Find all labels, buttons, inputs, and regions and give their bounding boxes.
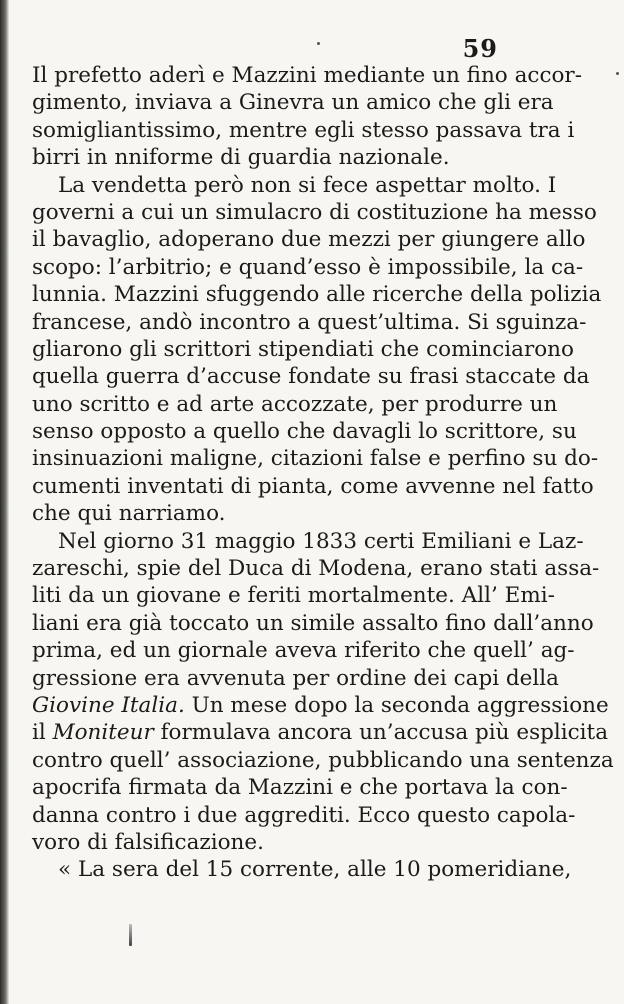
text-line: liani era già toccato un simile assalto fino dall’anno [32, 610, 594, 636]
text-line: voro di falsificazione. [32, 829, 264, 855]
text-line-italic [32, 719, 609, 746]
paper-speck [616, 72, 619, 75]
page-binding-edge [0, 0, 9, 1004]
text-line: Nel giorno 31 maggio 1833 certi Emiliani e Laz- [58, 528, 584, 554]
text-line: senso opposto a quello che davagli lo scrittore, su [32, 419, 577, 445]
page-number: 59 [462, 34, 498, 63]
text-line: « La sera del 15 corrente, alle 10 pomeridiane, [58, 857, 572, 883]
ink-mark [129, 924, 132, 946]
text-line: apocrifa firmata da Mazzini e che portava la con- [32, 775, 568, 801]
paper-speck [317, 42, 320, 45]
italic-title: Giovine Italia. [32, 692, 185, 718]
text-line: Il prefetto aderì e Mazzini mediante un fino accor- [32, 63, 582, 88]
text-line: scopo: l’arbitrio; e quand’esso è impossibile, la ca- [32, 254, 584, 280]
text-run: formulava ancora un’accusa più esplicita [153, 720, 609, 746]
text-line: gliarono gli scrittori stipendiati che cominciarono [32, 336, 574, 362]
text-line: cumenti inventati di pianta, come avvenne nel fatto [32, 473, 594, 499]
text-line: uno scritto e ad arte accozzate, per produrre un [32, 391, 558, 417]
text-line: prima, ed un giornale aveva riferito che quell’ ag- [32, 638, 575, 664]
text-line: birri in nniforme di guardia nazionale. [32, 145, 450, 171]
text-line: governi a cui un simulacro di costituzione ha messo [32, 199, 597, 225]
text-line: che qui narriamo. [32, 501, 226, 527]
text-line: il bavaglio, adoperano due mezzi per giungere allo [32, 227, 586, 253]
text-line-italic [32, 692, 609, 719]
text-run: Un mese dopo la seconda aggressione [184, 692, 609, 718]
text-line: francese, andò incontro a quest’ultima. Si sguinza- [32, 309, 587, 335]
text-line: La vendetta però non si fece aspettar molto. I [58, 172, 557, 198]
text-line: liti da un giovane e feriti mortalmente. All’ Emi- [32, 583, 555, 609]
text-line: zareschi, spie del Duca di Modena, erano stati assa- [32, 556, 600, 582]
text-line: quella guerra d’accuse fondate su frasi staccate da [32, 364, 590, 390]
body-text [32, 62, 614, 884]
text-line: gimento, inviava a Ginevra un amico che gli era [32, 90, 554, 116]
text-line: insinuazioni maligne, citazioni false e perfino su do- [32, 446, 599, 472]
text-line: lunnia. Mazzini sfuggendo alle ricerche della polizia [32, 282, 602, 308]
text-line: contro quell’ associazione, pubblicando una sentenza [32, 747, 614, 773]
text-line: gressione era avvenuta per ordine dei capi della [32, 665, 559, 691]
italic-title: Moniteur [52, 720, 154, 746]
text-run: il [32, 720, 53, 746]
text-line: somigliantissimo, mentre egli stesso passava tra i [32, 117, 575, 143]
text-line: danna contro i due aggrediti. Ecco questo capola- [32, 802, 576, 828]
